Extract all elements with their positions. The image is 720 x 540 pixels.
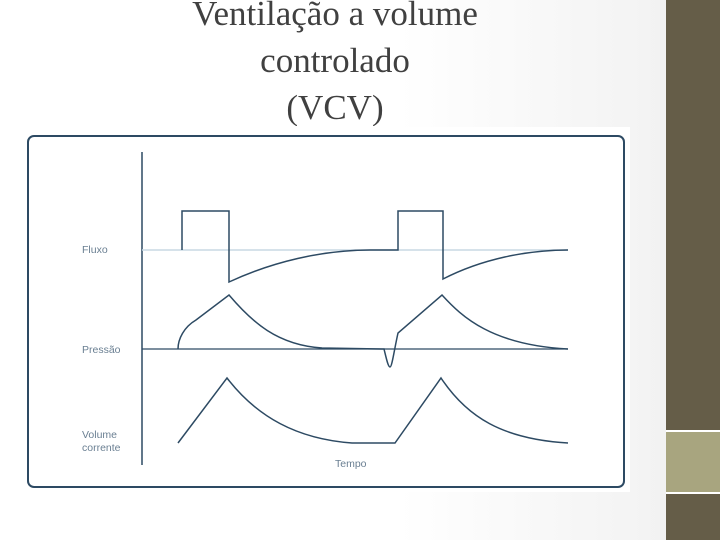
pressure-curve xyxy=(178,295,568,367)
volume-label-line-2: corrente xyxy=(82,442,121,454)
sidebar-band-dark-bottom xyxy=(666,492,720,540)
slide-title xyxy=(100,0,570,126)
title-line-2: controlado xyxy=(260,41,410,80)
flow-curve xyxy=(182,211,568,282)
title-line-3: (VCV) xyxy=(286,88,384,126)
flow-label: Fluxo xyxy=(82,244,108,256)
sidebar-separator xyxy=(666,430,720,432)
time-axis-label: Tempo xyxy=(335,458,367,470)
sidebar-band-light xyxy=(666,432,720,492)
volume-curve xyxy=(178,378,568,443)
figure-frame xyxy=(28,136,624,487)
sidebar-separator xyxy=(666,492,720,494)
ventilation-waveform-figure xyxy=(22,127,630,492)
sidebar-band-dark xyxy=(666,0,720,432)
volume-label-line-1: Volume xyxy=(82,429,118,441)
pressure-label: Pressão xyxy=(82,344,121,356)
title-line-1: Ventilação a volume xyxy=(192,0,478,33)
